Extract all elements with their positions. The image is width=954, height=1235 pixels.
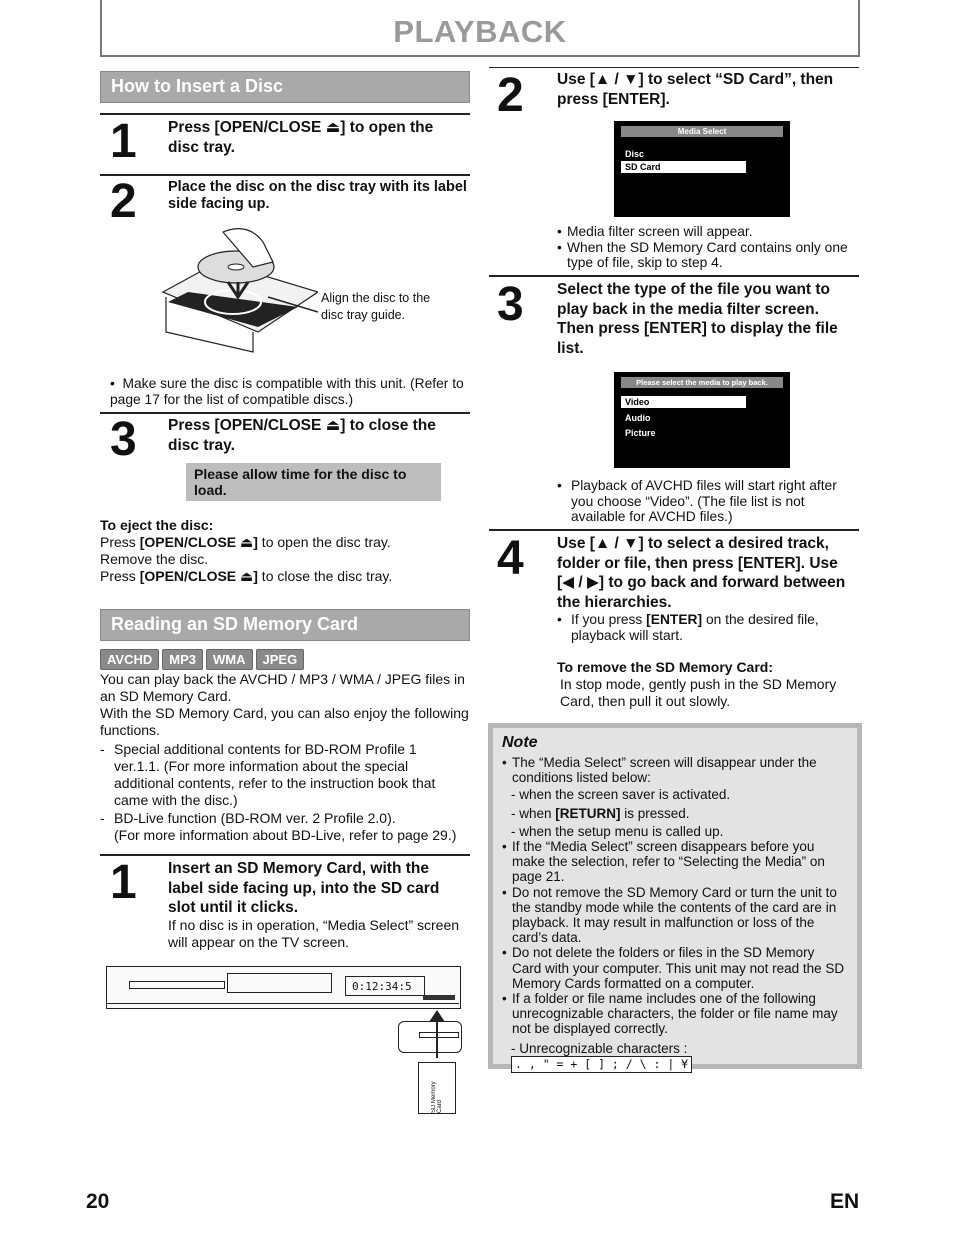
eject-block [100,517,470,585]
step-subtext: If no disc is in operation, “Media Select” screen will appear on the TV screen. [168,917,460,950]
sd-intro [100,671,470,739]
divider [100,174,470,176]
eject-line: Remove the disc. [100,551,209,567]
divider [100,412,470,414]
step-number: 1 [110,115,137,168]
divider [100,113,470,115]
step-number: 2 [497,69,524,122]
remove-title: To remove the SD Memory Card: [557,659,774,675]
sd-card-illustration [418,1062,456,1114]
disc-slot [227,973,332,993]
sd-card-heading: Reading an SD Memory Card [100,609,470,641]
divider [489,529,859,531]
divider [489,67,859,68]
bullet-item: • If you press [ENTER] on the desired file, playback will start. [557,612,819,643]
note-box: Note • The “Media Select” screen will disappear under the conditions listed below: - when the screen saver is activated. - when [RETURN] is pressed. - when the setup menu is called up. • If the “Media Select” screen disappears before you make the selection, refer to “Selecting the Media” on page 21. • Do not remove the SD Memory Card or turn the unit to the standby mode while the contents of the card are in playback. It may result in malfunction or loss of the card’s data. • Do not delete the folders or files in the SD Memory Card with your computer. This unit may not read the SD Memory Cards formatted on a computer. • If a folder or file name includes one of the following unrecognizable characters, the folder or file name may not be displayed correctly. - Unrecognizable characters : . , " = + [ ] ; / \ : | ¥ [488,723,862,1069]
step-text: Press [OPEN/CLOSE ⏏] to open the disc tray. [168,119,434,156]
eject-line: Press [OPEN/CLOSE ⏏] to open the disc tray. [100,534,391,550]
divider [489,275,859,277]
bullet-item: • Playback of AVCHD files will start right after you choose “Video”. (The file list is not available for AVCHD files.) [557,478,837,524]
format-tags [100,649,307,670]
divider [100,854,470,856]
step-text: Use [▲ / ▼] to select a desired track, folder or file, then press [ENTER]. Use [◀ / ▶] to go back and forward between the hierarchies. [557,535,846,611]
note-title: Note [502,734,538,751]
step-number: 4 [497,532,524,585]
tag-avchd: AVCHD [100,649,159,670]
tag-mp3: MP3 [162,649,203,670]
menu-item-audio[interactable]: Audio [625,413,651,423]
menu-item-sd-card[interactable]: SD Card [621,161,746,173]
step-text: Insert an SD Memory Card, with the label side facing up, into the SD card slot until it clicks. [168,860,440,916]
media-select-screen [614,121,790,217]
screen-title: Please select the media to play back. [621,377,783,388]
remove-text: In stop mode, gently push in the SD Memory Card, then pull it out slowly. [560,676,837,709]
menu-item-picture[interactable]: Picture [625,428,656,438]
remove-block [557,659,857,710]
screen-title: Media Select [621,126,783,137]
front-display: 0:12:34:5 [345,976,425,996]
step-text: Select the type of the file you want to play back in the media filter screen. Then press [ENTER] to display the file list. [557,281,838,357]
front-buttons [129,981,225,989]
insert-disc-heading: How to Insert a Disc [100,71,470,103]
compat-text: Make sure the disc is compatible with this unit. (Refer to page 17 for the list of compatible discs.) [110,376,464,407]
load-notice: Please allow time for the disc to load. [186,463,441,501]
media-filter-screen [614,372,790,468]
player-illustration [106,966,461,1009]
eject-title: To eject the disc: [100,517,214,533]
page-header [100,0,860,57]
sd-paragraph: With the SD Memory Card, you can also enjoy the following functions. [100,705,469,738]
language-label: EN [830,1190,860,1213]
step-text: Use [▲ / ▼] to select “SD Card”, then press [ENTER]. [557,71,834,108]
sd-slot [423,995,455,1000]
sd-card-label: SD Memory Card [431,1081,443,1113]
page-title: PLAYBACK [393,14,567,49]
menu-item-video[interactable]: Video [621,396,746,408]
step-text: Press [OPEN/CLOSE ⏏] to close the disc tray. [168,417,436,454]
step-number: 1 [110,856,137,909]
menu-item-disc[interactable]: Disc [625,149,645,159]
step-text: Place the disc on the disc tray with its label side facing up. [168,179,467,212]
step-number: 2 [110,175,137,228]
tag-wma: WMA [206,649,253,670]
tray-caption: Align the disc to the disc tray guide. [321,291,431,322]
compat-note: • Make sure the disc is compatible with this unit. (Refer to page 17 for the list of compatible discs.) [110,376,464,407]
page-number: 20 [86,1190,110,1213]
disc-tray-illustration [158,222,318,354]
sd-dash-item: - BD-Live function (BD-ROM ver. 2 Profile 2.0). (For more information about BD-Live, refer to page 29.) [100,810,457,843]
step-number: 3 [110,413,137,466]
tag-jpeg: JPEG [256,649,305,670]
sd-dash-item: - Special additional contents for BD-ROM Profile 1 ver.1.1. (For more information about the special additional contents, refer to the instruction book that came with the disc.) [100,741,436,808]
arrow-up-icon [425,1008,450,1063]
step-number: 3 [497,278,524,331]
unrecognizable-chars: . , " = + [ ] ; / \ : | ¥ [511,1056,692,1073]
sd-paragraph: You can play back the AVCHD / MP3 / WMA / JPEG files in an SD Memory Card. [100,671,465,704]
eject-line: Press [OPEN/CLOSE ⏏] to close the disc tray. [100,568,393,584]
bullet-list: • Media filter screen will appear. • When the SD Memory Card contains only one type of file, skip to step 4. [557,224,848,270]
